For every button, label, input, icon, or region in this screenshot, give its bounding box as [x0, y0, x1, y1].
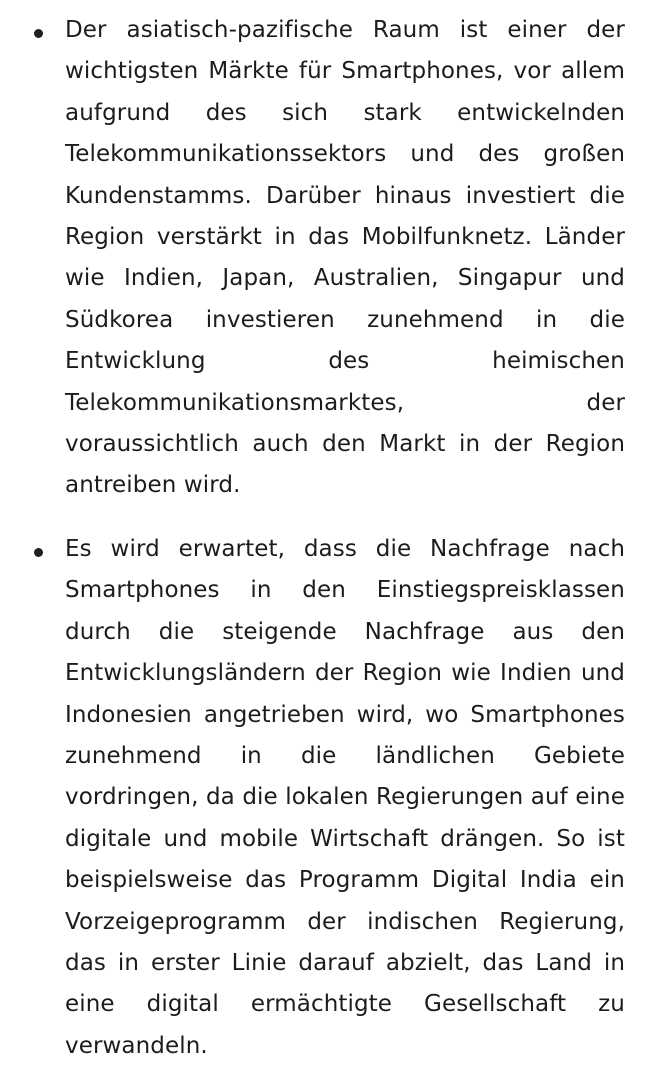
- bullet-item: [24, 10, 625, 507]
- bullet-item: [24, 529, 625, 1067]
- bullet-paragraph: Der asiatisch-pazifische Raum ist einer der wichtigsten Märkte für Smartphones, vor allem aufgrund des sich stark entwickelnden Telekommunikationssektors und des großen Kundenstamms. Darüber hinaus investiert die Region verstärkt in das Mobilfunknetz. Länder wie Indien, Japan, Australien, Singapur und Südkorea investieren zunehmend in die Entwicklung des heimischen Telekommunikationsmarktes, der voraussichtlich auch den Markt in der Region antreiben wird.: [65, 17, 625, 499]
- bullet-list: [24, 10, 625, 1067]
- bullet-dot-icon: [34, 29, 43, 38]
- bullet-paragraph: Es wird erwartet, dass die Nachfrage nach Smartphones in den Einstiegspreisklassen durch die steigende Nachfrage aus den Entwicklungsländern der Region wie Indien und Indonesien angetrieben wird, wo Smartphones zunehmend in die ländlichen Gebiete vordringen, da die lokalen Regierungen auf eine digitale und mobile Wirtschaft drängen. So ist beispielsweise das Programm Digital India ein Vorzeigeprogramm der indischen Regierung, das in erster Linie darauf abzielt, das Land in eine digital ermächtigte Gesellschaft zu verwandeln.: [65, 535, 625, 1059]
- bullet-dot-icon: [34, 548, 43, 557]
